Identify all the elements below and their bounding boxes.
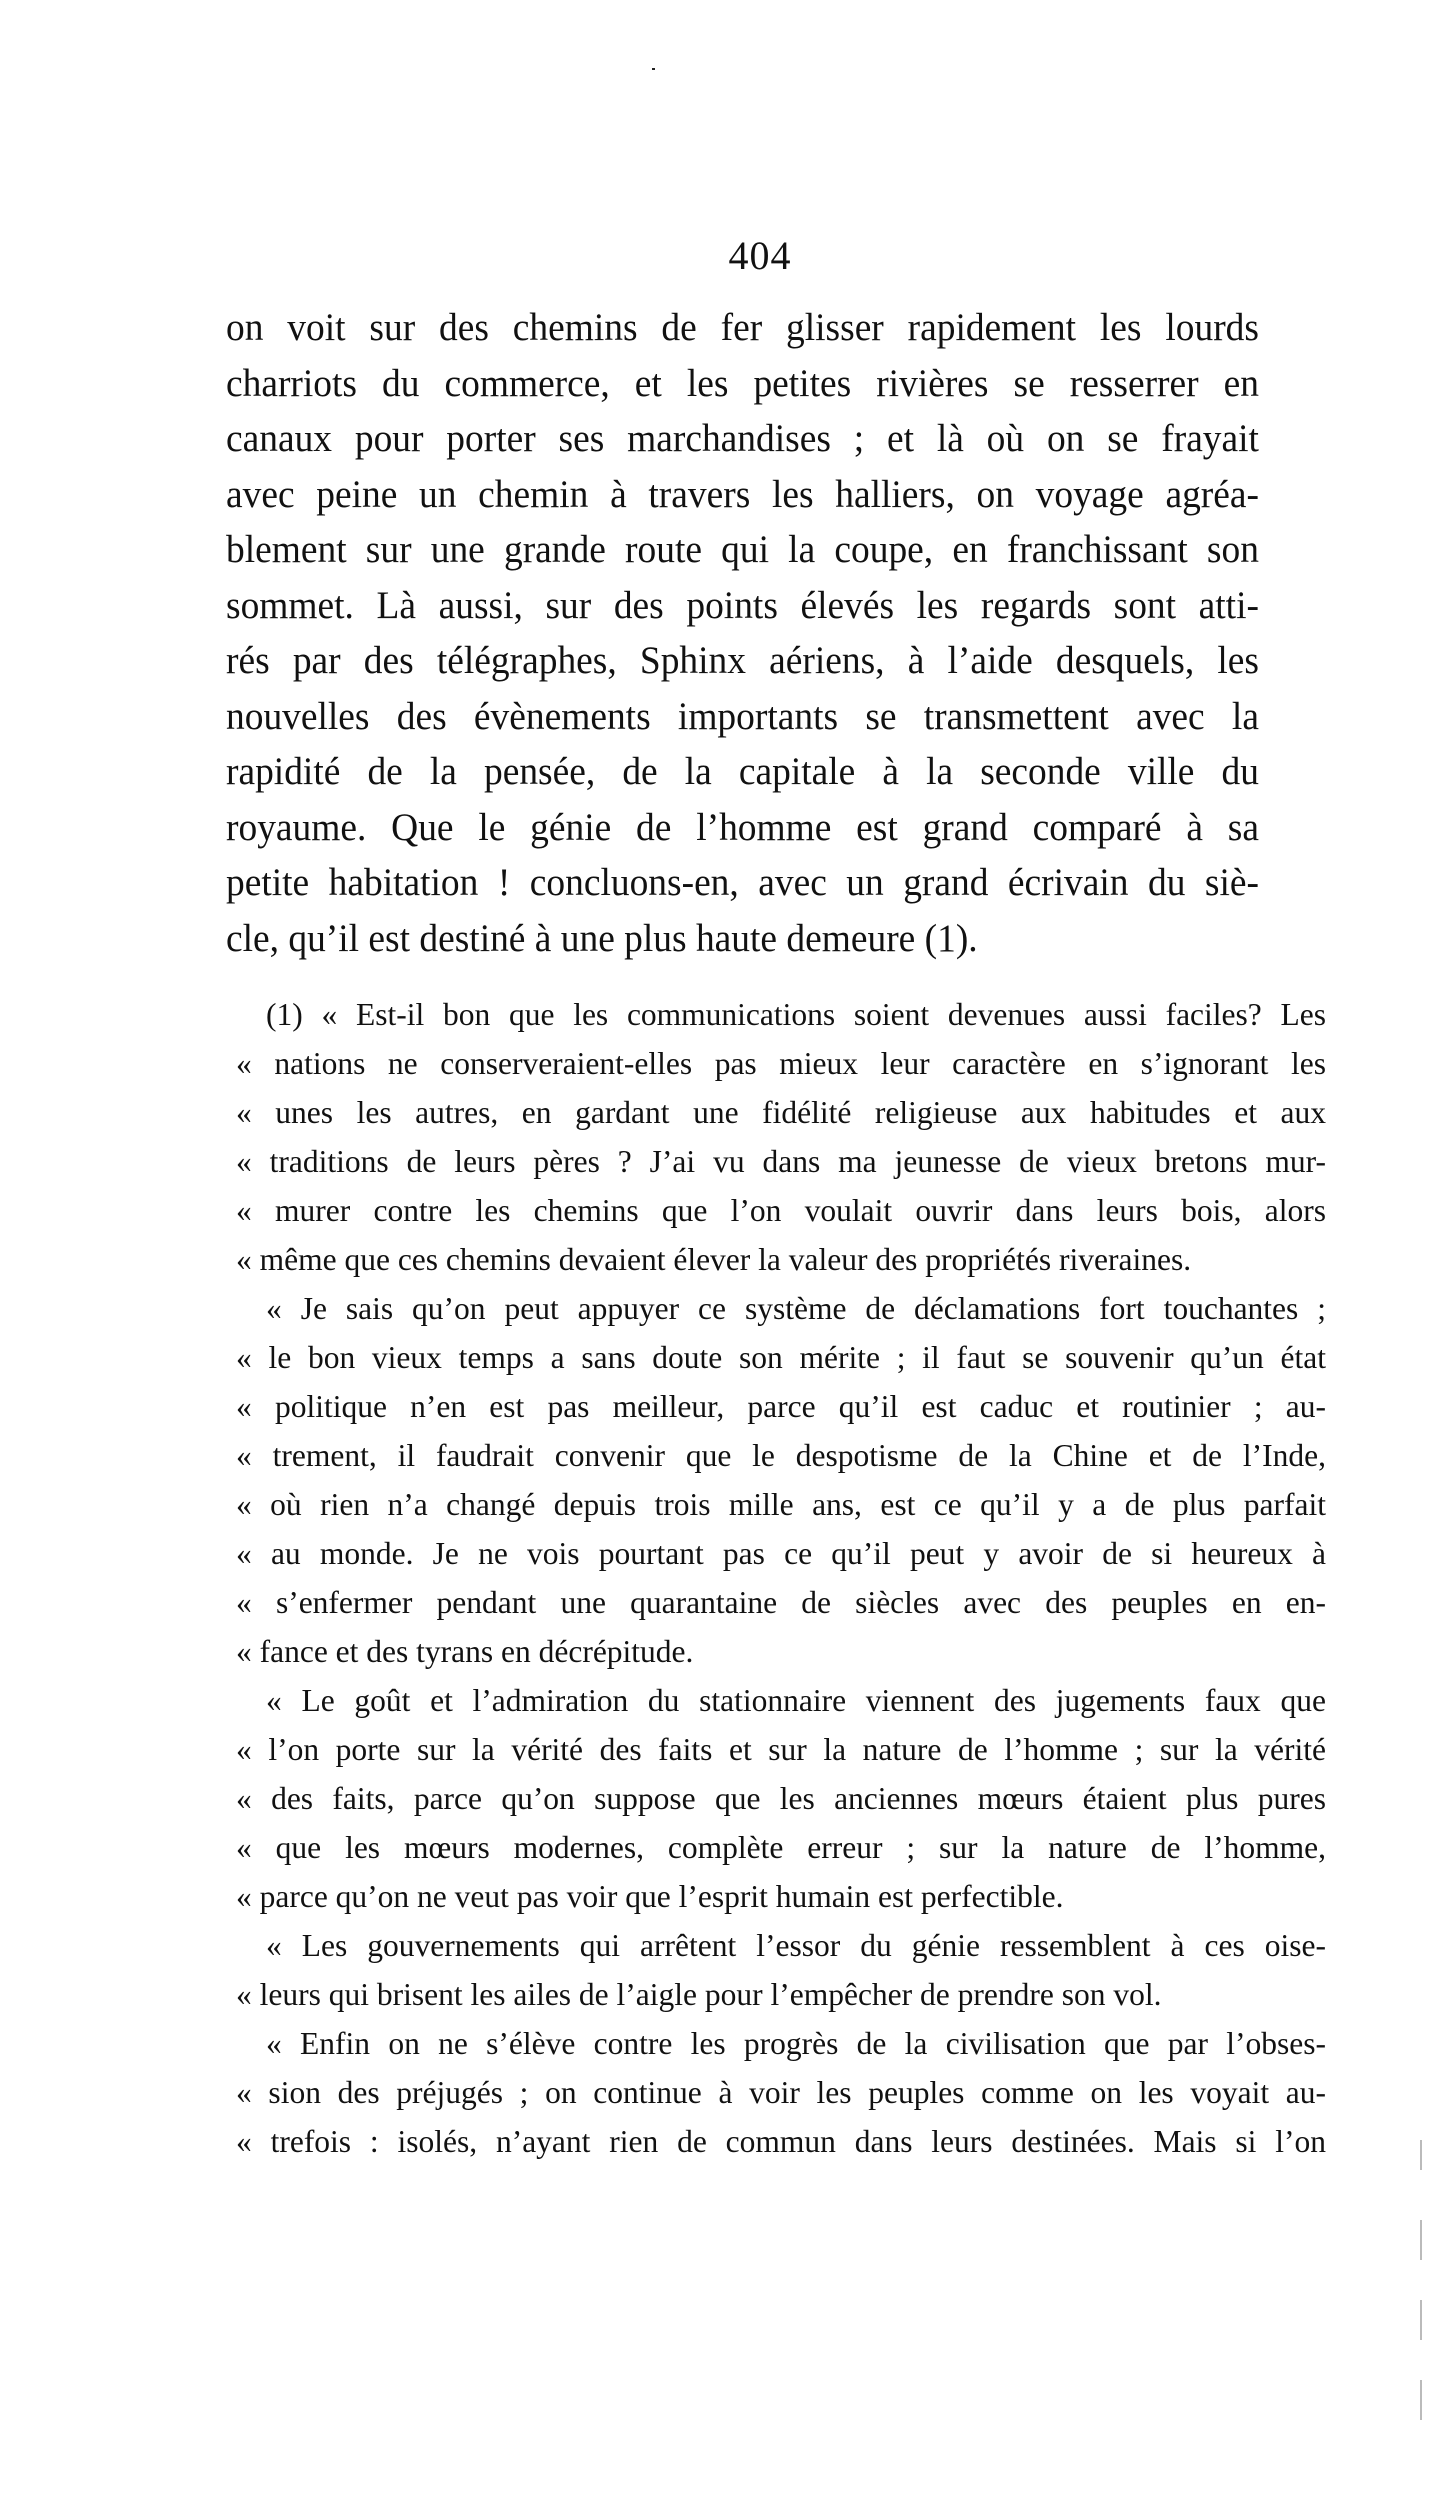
footnote-line: « parce qu’on ne veut pas voir que l’esprit humain est perfectible. [236, 1879, 1064, 1914]
footnote-line: « le bon vieux temps a sans doute son mérite ; il faut se souvenir qu’un état [236, 1340, 1326, 1375]
footnote-line: « trefois : isolés, n’ayant rien de commun dans leurs destinées. Mais si l’on [236, 2124, 1326, 2159]
footnote-line: « leurs qui brisent les ailes de l’aigle pour l’empêcher de prendre son vol. [236, 1977, 1162, 2012]
footnote-line: « sion des préjugés ; on continue à voir les peuples comme on les voyait au- [236, 2075, 1326, 2110]
footnote-line: (1) « Est-il bon que les communications soient devenues aussi faciles? Les [266, 997, 1326, 1032]
text-line: avec peine un chemin à travers les halliers, on voyage agréa- [226, 472, 1259, 516]
text-line: rés par des télégraphes, Sphinx aériens, à l’aide desquels, les [226, 639, 1259, 682]
footnote-line: « traditions de leurs pères ? J’ai vu dans ma jeunesse de vieux bretons mur- [236, 1144, 1326, 1179]
text-line: cle, qu’il est destiné à une plus haute demeure (1). [226, 916, 978, 960]
text-line: royaume. Que le génie de l’homme est grand comparé à sa [226, 805, 1259, 849]
footnote-line: « Le goût et l’admiration du stationnaire viennent des jugements faux que [266, 1683, 1326, 1718]
main-paragraph [226, 300, 1302, 966]
text-line: sommet. Là aussi, sur des points élevés les regards sont atti- [226, 583, 1259, 627]
text-line: nouvelles des évènements importants se transmettent avec la [226, 694, 1259, 738]
footnote-line: « que les mœurs modernes, complète erreur ; sur la nature de l’homme, [236, 1830, 1326, 1865]
text-line: charriots du commerce, et les petites rivières se resserrer en [226, 361, 1259, 405]
scan-speck [1420, 2300, 1422, 2340]
footnote-line: « trement, il faudrait convenir que le despotisme de la Chine et de l’Inde, [236, 1438, 1326, 1473]
scan-speck [1420, 2220, 1422, 2260]
scan-speck [652, 68, 655, 70]
footnote-line: « Les gouvernements qui arrêtent l’essor du génie ressemblent à ces oise- [266, 1928, 1326, 1963]
text-line: on voit sur des chemins de fer glisser rapidement les lourds [226, 306, 1259, 349]
footnote-line: « unes les autres, en gardant une fidélité religieuse aux habitudes et aux [236, 1095, 1326, 1130]
footnote-line: « au monde. Je ne vois pourtant pas ce qu’il peut y avoir de si heureux à [236, 1536, 1326, 1571]
scan-speck [1420, 2380, 1422, 2420]
footnote-line: « s’enfermer pendant une quarantaine de siècles avec des peuples en en- [236, 1585, 1326, 1620]
footnote-line: « Enfin on ne s’élève contre les progrès de la civilisation que par l’obses- [266, 2026, 1326, 2061]
scan-speck [1420, 2140, 1422, 2170]
text-line: petite habitation ! concluons-en, avec un grand écrivain du siè- [226, 861, 1259, 904]
page-number: 404 [728, 233, 792, 278]
footnote-line: « l’on porte sur la vérité des faits et sur la nature de l’homme ; sur la vérité [236, 1732, 1326, 1767]
text-line: rapidité de la pensée, de la capitale à la seconde ville du [226, 750, 1259, 793]
footnote-line: « Je sais qu’on peut appuyer ce système de déclamations fort touchantes ; [266, 1291, 1326, 1326]
footnote-line: « politique n’en est pas meilleur, parce qu’il est caduc et routinier ; au- [236, 1389, 1326, 1424]
footnote-line: « des faits, parce qu’on suppose que les anciennes mœurs étaient plus pures [236, 1781, 1326, 1816]
footnote-line: « nations ne conserveraient-elles pas mieux leur caractère en s’ignorant les [236, 1046, 1326, 1081]
footnote [236, 990, 1326, 2166]
text-line: canaux pour porter ses marchandises ; et là où on se frayait [226, 417, 1259, 460]
footnote-line: « fance et des tyrans en décrépitude. [236, 1634, 694, 1669]
footnote-line: « même que ces chemins devaient élever la valeur des propriétés riveraines. [236, 1242, 1192, 1277]
text-line: blement sur une grande route qui la coupe, en franchissant son [226, 528, 1259, 571]
footnote-line: « murer contre les chemins que l’on voulait ouvrir dans leurs bois, alors [236, 1193, 1326, 1228]
footnote-line: « où rien n’a changé depuis trois mille ans, est ce qu’il y a de plus parfait [236, 1487, 1326, 1522]
